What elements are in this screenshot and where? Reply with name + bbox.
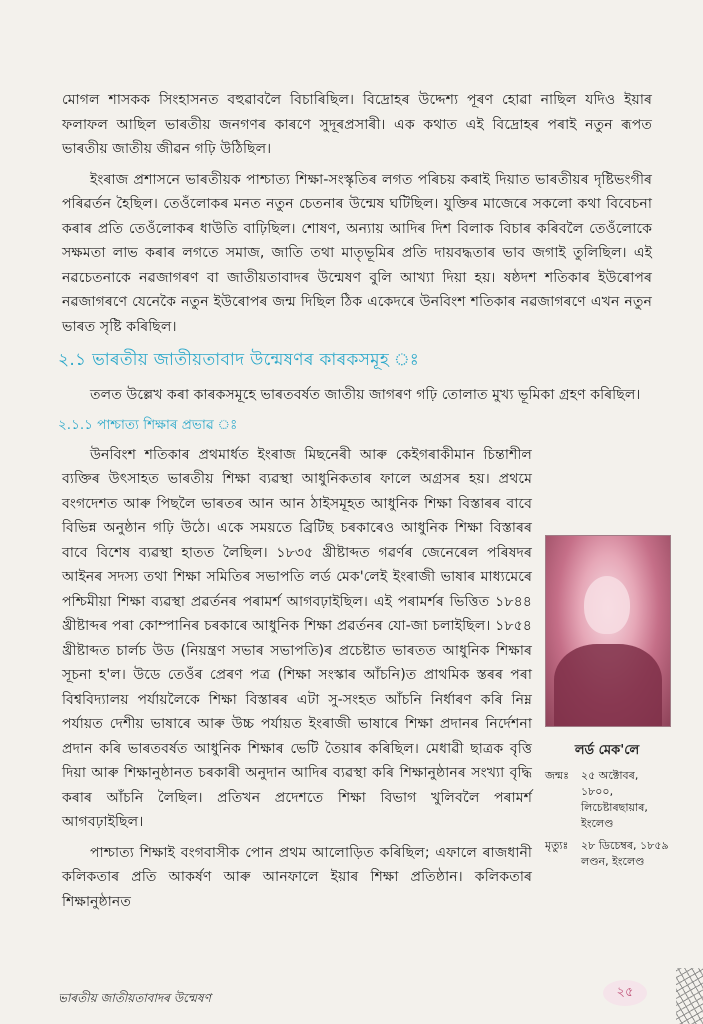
death-label: মৃত্যুঃ <box>545 839 569 852</box>
death-line: লণ্ডন, ইংলেণ্ড <box>581 855 645 868</box>
death-line: ২৮ ডিচেম্বৰ, ১৮৫৯ <box>581 839 669 852</box>
death-info <box>545 838 685 870</box>
portrait-image <box>545 535 671 727</box>
portrait-name: লৰ্ড মেক'লে <box>574 743 640 758</box>
paragraph-western-education: উনবিংশ শতিকাৰ প্ৰথমাৰ্ধত ইংৰাজ মিছনেৰী আৰু কেইগৰাকীমান চিন্তাশীল ব্যক্তিৰ উৎসাহত ভাৰতীয় শিক্ষা ব্যৱস্থা আধুনিকতাৰ ফালে অগ্ৰসৰ হয়। প্ৰথমে বংগদেশত আৰু পিছলৈ ভাৰতৰ আন আন ঠাইসমূহত আধুনিক শিক্ষা বিস্তাৰৰ বাবে বিভিন্ন অনুষ্ঠান গঢ়ি উঠে। একে সময়তে ব্ৰিটিছ চৰকাৰেও আধুনিক শিক্ষা বিস্তাৰৰ বাবে বিশেষ ব্যৱস্থা হাতত লৈছিল। ১৮৩৫ খ্ৰীষ্টাব্দত গৱৰ্ণৰ জেনেৰেল পৰিষদৰ আইনৰ সদস্য তথা শিক্ষা সমিতিৰ সভাপতি লৰ্ড মেক'লেই ইংৰাজী ভাষাৰ মাধ্যমেৰে পশ্চিমীয়া শিক্ষা ব্যৱস্থা প্ৰৱৰ্তনৰ পৰামৰ্শ আগবঢ়াইছিল। এই পৰামৰ্শৰ ভিত্তিত ১৮৪৪ খ্ৰীষ্টাব্দৰ পৰা কোম্পানিৰ চৰকাৰে আধুনিক শিক্ষা প্ৰৱৰ্তনৰ যো-জা চলাইছিল। ১৮৫৪ খ্ৰীষ্টাব্দত চাৰ্লচ উড (নিয়ন্ত্ৰণ সভাৰ সভাপতি)ৰ প্ৰচেষ্টাত ভাৰতত আধুনিক শিক্ষাৰ সূচনা হ'ল। উডে তেওঁৰ প্ৰেৰণ পত্ৰ (শিক্ষা সংস্কাৰ আঁচনি)ত প্ৰাথমিক স্তৰৰ পৰা বিশ্ববিদ্যালয় পৰ্যায়লৈকে শিক্ষা বিস্তাৰৰ এটা সু-সংহত আঁচনি নিৰ্ধাৰণ কৰি নিম্ন পৰ্যায়ত দেশীয় ভাষাৰে আৰু উচ্চ পৰ্যায়ত ইংৰাজী ভাষাৰে শিক্ষা প্ৰদানৰ নিৰ্দেশনা প্ৰদান কৰি ভাৰতবৰ্ষত আধুনিক শিক্ষাৰ ভেটি তৈয়াৰ কৰিছিল। মেধাৱী ছাত্ৰক বৃত্তি দিয়া আৰু শিক্ষানুষ্ঠানত চৰকাৰী অনুদান আদিৰ ব্যৱস্থা কৰি শিক্ষানুষ্ঠানৰ সংখ্যা বৃদ্ধি কৰাৰ আঁচনি লৈছিল। প্ৰতিখন প্ৰদেশতে শিক্ষা বিভাগ খুলিবলৈ পৰামৰ্শ আগবঢ়াইছিল। <box>62 446 532 830</box>
footer-title: ভাৰতীয় জাতীয়তাবাদৰ উন্মেষণ <box>58 991 211 1005</box>
intro-paragraph: মোগল শাসকক সিংহাসনত বহুৱাবলৈ বিচাৰিছিল। বিদ্ৰোহৰ উদ্দেশ্য পূৰণ হোৱা নাছিল যদিও ইয়াৰ ফলাফল আছিল ভাৰতীয় জনগণৰ কাৰণে সুদূৰপ্ৰসাৰী। এক কথাত এই বিদ্ৰোহৰ পৰাই নতুন ৰূপত ভাৰতীয় জাতীয় জীৱন গঢ়ি উঠিছিল। <box>62 92 652 157</box>
birth-line: ১৮০০, <box>581 785 614 798</box>
birth-info <box>545 768 685 832</box>
section-heading: ২.১ ভাৰতীয় জাতীয়তাবাদ উন্মেষণৰ কাৰকসমূহ ঃ <box>58 350 420 370</box>
page-number: ২৫ <box>603 980 647 1006</box>
portrait-face <box>584 576 630 634</box>
birth-label: জন্মঃ <box>545 769 570 782</box>
birth-line: ২৫ অক্টোবৰ, <box>581 769 639 782</box>
paragraph-factors: তলত উল্লেখ কৰা কাৰকসমূহে ভাৰতবৰ্ষত জাতীয় জাগৰণ গঢ়ি তোলাত মুখ্য ভূমিকা গ্ৰহণ কৰিছিল। <box>90 387 641 403</box>
paragraph-awakening: ইংৰাজ প্ৰশাসনে ভাৰতীয়ক পাশ্চাত্য শিক্ষা-সংস্কৃতিৰ লগত পৰিচয় কৰাই দিয়াত ভাৰতীয়ৰ দৃষ্টিভংগীৰ পৰিৱৰ্তন হৈছিল। তেওঁলোকৰ মনত নতুন চেতনাৰ উন্মেষ ঘটিছিল। যুক্তিৰ মাজেৰে সকলো কথা বিবেচনা কৰাৰ প্ৰতি তেওঁলোকৰ ধাউতি বাঢ়িছিল। শোষণ, অন্যায় আদিৰ দিশ বিলাক বিচাৰ কৰিবলৈ তেওঁলোকে সক্ষমতা লাভ কৰাৰ লগতে সমাজ, জাতি তথা মাতৃভূমিৰ প্ৰতি দায়বদ্ধতাৰ ভাব জগাই তুলিছিল। এই নৱচেতনাকে নৱজাগৰণ বা জাতীয়তাবাদৰ উন্মেষণ বুলি আখ্যা দিয়া হয়। ষষ্ঠদশ শতিকাৰ ইউৰোপৰ নৱজাগৰণে যেনেকৈ নতুন ইউৰোপৰ জন্ম দিছিল ঠিক একেদৰে উনবিংশ শতিকাৰ নৱজাগৰণে এখন নতুন ভাৰত সৃষ্টি কৰিছিল। <box>62 171 652 335</box>
portrait-coat <box>554 644 662 727</box>
subsection-heading: ২.১.১ পাশ্চাত্য শিক্ষাৰ প্ৰভাৱ ঃ <box>58 416 238 433</box>
portrait-sidebar <box>545 535 685 870</box>
corner-decoration <box>676 968 703 1024</box>
birth-line: লিচেষ্টাৰছায়াৰ, <box>581 801 648 814</box>
birth-line: ইংলেণ্ড <box>581 817 614 830</box>
paragraph-bengal: পাশ্চাত্য শিক্ষাই বংগবাসীক পোন প্ৰথম আলোড়িত কৰিছিল; এফালে ৰাজধানী কলিকতাৰ প্ৰতি আকৰ্ষণ আৰু আনফালে ইয়াৰ শিক্ষা প্ৰতিষ্ঠান। কলিকতাৰ শিক্ষানুষ্ঠানত <box>62 844 532 910</box>
